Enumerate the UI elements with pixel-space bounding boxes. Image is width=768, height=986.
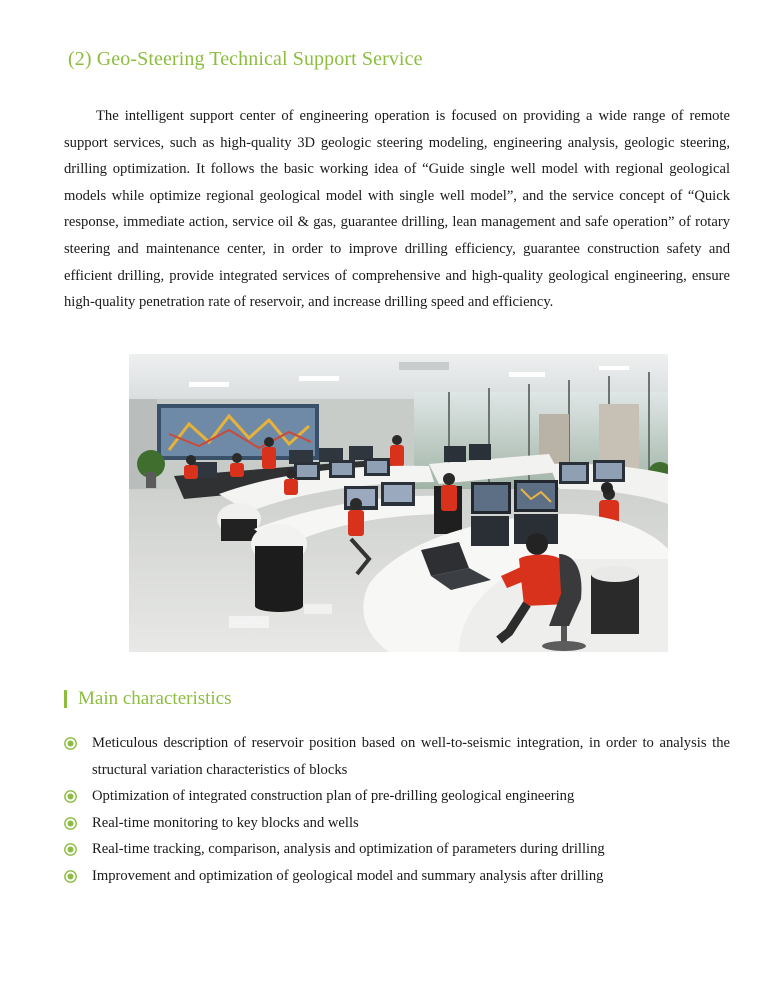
list-item bbox=[64, 836, 730, 863]
double-circle-bullet-icon bbox=[64, 737, 77, 750]
list-item-text: Meticulous description of reservoir position based on well-to-seismic integration, in order to analysis the structural variation characteristics of blocks bbox=[92, 735, 730, 778]
double-circle-bullet-icon bbox=[64, 870, 77, 883]
list-item bbox=[64, 730, 730, 783]
list-item bbox=[64, 810, 730, 837]
section-heading bbox=[64, 686, 232, 712]
intro-paragraph: The intelligent support center of engineering operation is focused on providing a wide range of remote support services, such as high-quality 3D geologic steering modeling, engineering analysis, geologic steering, drilling optimization. It follows the basic working idea of “Guide single well model with regional geological models while optimize regional geological model with single well model”, and the service concept of “Quick response, immediate action, service oil & gas, guarantee drilling, lean management and safe operation” of rotary steering and maintenance center, in order to improve drilling efficiency, guarantee construction safety and efficient drilling, provide integrated services of comprehensive and high-quality geological engineering, ensure high-quality penetration rate of reservoir, and increase drilling speed and efficiency. bbox=[64, 108, 730, 311]
section-accent-bar bbox=[64, 690, 67, 708]
list-item bbox=[64, 863, 730, 890]
list-item-text: Improvement and optimization of geological model and summary analysis after drilling bbox=[92, 867, 604, 884]
double-circle-bullet-icon bbox=[64, 790, 77, 803]
list-item-text: Optimization of integrated construction plan of pre-drilling geological engineering bbox=[92, 788, 575, 805]
section-title: Main characteristics bbox=[78, 688, 232, 709]
double-circle-bullet-icon bbox=[64, 817, 77, 830]
list-item bbox=[64, 783, 730, 810]
characteristics-list bbox=[64, 730, 730, 890]
list-item-text: Real-time monitoring to key blocks and wells bbox=[92, 814, 359, 831]
control-room-photo bbox=[129, 354, 668, 652]
page-title: (2) Geo-Steering Technical Support Service bbox=[68, 48, 423, 70]
double-circle-bullet-icon bbox=[64, 843, 77, 856]
list-item-text: Real-time tracking, comparison, analysis and optimization of parameters during drilling bbox=[92, 841, 605, 858]
